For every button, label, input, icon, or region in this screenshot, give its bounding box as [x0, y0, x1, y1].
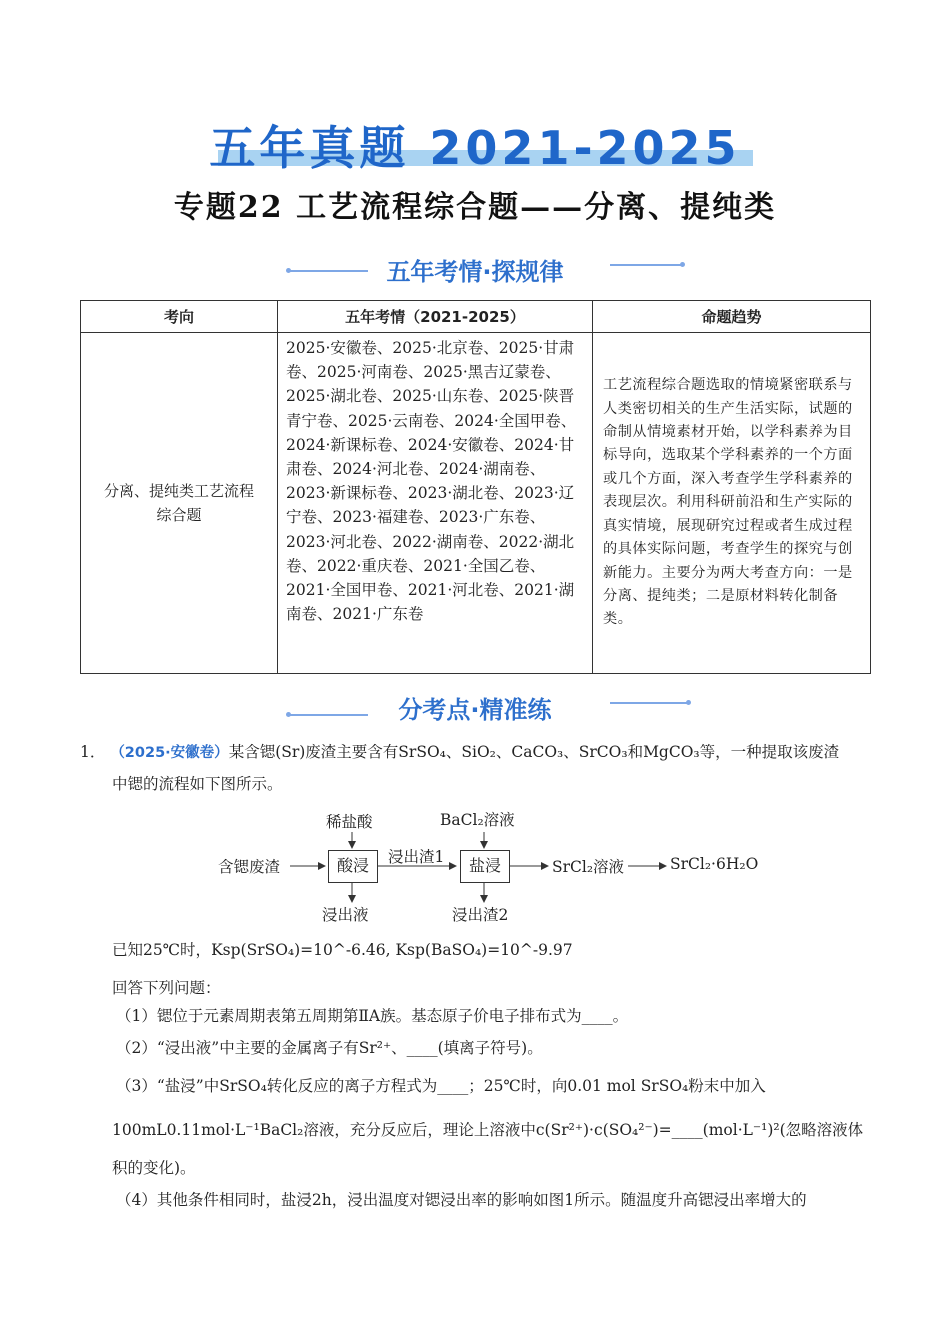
sub-question-3b: 100mL0.11mol·L⁻¹BaCl₂溶液，充分反应后，理论上溶液中c(Sr²⁺)·c(SO₄²⁻)=____(mol·L⁻¹)²(忽略溶液体: [112, 1121, 864, 1139]
sub-question-3a: （3）“盐浸”中SrSO₄转化反应的离子方程式为____；25℃时，向0.01 mol SrSO₄粉末中加入: [116, 1077, 766, 1095]
main-title: 五年真题 2021-2025: [209, 121, 741, 175]
known-condition: 已知25℃时，Ksp(SrSO₄)=10^-6.46, Ksp(BaSO₄)=10^-9.97: [112, 941, 573, 959]
header-years: 五年考情（2021-2025）: [278, 301, 593, 333]
topic-cell: 分离、提纯类工艺流程综合题: [81, 333, 278, 674]
question-number: 1．: [80, 743, 106, 761]
flow-output-2: 浸出渣2: [452, 906, 509, 924]
flow-output-1: 浸出液: [322, 906, 369, 924]
answer-prompt: 回答下列问题：: [112, 979, 221, 997]
flow-reagent-1: 稀盐酸: [326, 813, 373, 831]
section-title: 分考点·精准练: [398, 696, 552, 724]
sub-question-3c: 积的变化)。: [112, 1159, 196, 1177]
sub-title: 专题22 工艺流程综合题——分离、提纯类: [173, 190, 777, 225]
flow-step-salt-leach: 盐浸: [460, 850, 510, 883]
header-trend: 命题趋势: [593, 301, 871, 333]
flow-step-acid-leach: 酸浸: [328, 850, 378, 883]
sub-question-1: （1）锶位于元素周期表第五周期第ⅡA族。基态原子价电子排布式为____。: [116, 1007, 629, 1025]
question-source: （2025·安徽卷）: [110, 745, 229, 761]
flow-product-2: SrCl₂·6H₂O: [670, 855, 759, 873]
header-topic: 考向: [81, 301, 278, 333]
intro-line-2: 中锶的流程如下图所示。: [112, 775, 283, 793]
section-title: 五年考情·探规律: [386, 258, 564, 286]
intro-line-1: 某含锶(Sr)废渣主要含有SrSO₄、SiO₂、CaCO₃、SrCO₃和MgCO₃等，一种提取该废渣: [228, 743, 840, 761]
flow-reagent-2: BaCl₂溶液: [440, 811, 515, 829]
flow-input: 含锶废渣: [218, 858, 281, 876]
flow-intermediate: 浸出渣1: [388, 848, 445, 866]
sub-question-2: （2）“浸出液”中主要的金属离子有Sr²⁺、____(填离子符号)。: [116, 1039, 543, 1057]
years-cell: 2025·安徽卷、2025·北京卷、2025·甘肃卷、2025·河南卷、2025·黑吉辽蒙卷、2025·湖北卷、2025·山东卷、2025·陕晋青宁卷、2025·云南卷、2024·全国甲卷、2024·新课标卷、2024·安徽卷、2024·甘肃卷、2024·河北卷、2024·湖南卷、2023·新课标卷、2023·湖北卷、2023·辽宁卷、2023·福建卷、2023·广东卷、2023·河北卷、2022·湖南卷、2022·湖北卷、2022·重庆卷、2021·全国乙卷、2021·全国甲卷、2021·河北卷、2021·湖南卷、2021·广东卷: [278, 333, 593, 674]
sub-question-4: （4）其他条件相同时，盐浸2h，浸出温度对锶浸出率的影响如图1所示。随温度升高锶浸出率增大的: [116, 1191, 807, 1209]
flow-product-1: SrCl₂溶液: [552, 858, 625, 876]
trend-cell: 工艺流程综合题选取的情境紧密联系与人类密切相关的生产生活实际，试题的命制从情境素材开始，以学科素养为目标导向，选取某个学科素养的一个方面或几个方面，深入考查学生学科素养的表现层次。利用科研前沿和生产实际的真实情境，展现研究过程或者生成过程的具体实际问题，考查学生的探究与创新能力。主要分为两大考查方向：一是分离、提纯类；二是原材料转化制备类。: [593, 333, 871, 674]
